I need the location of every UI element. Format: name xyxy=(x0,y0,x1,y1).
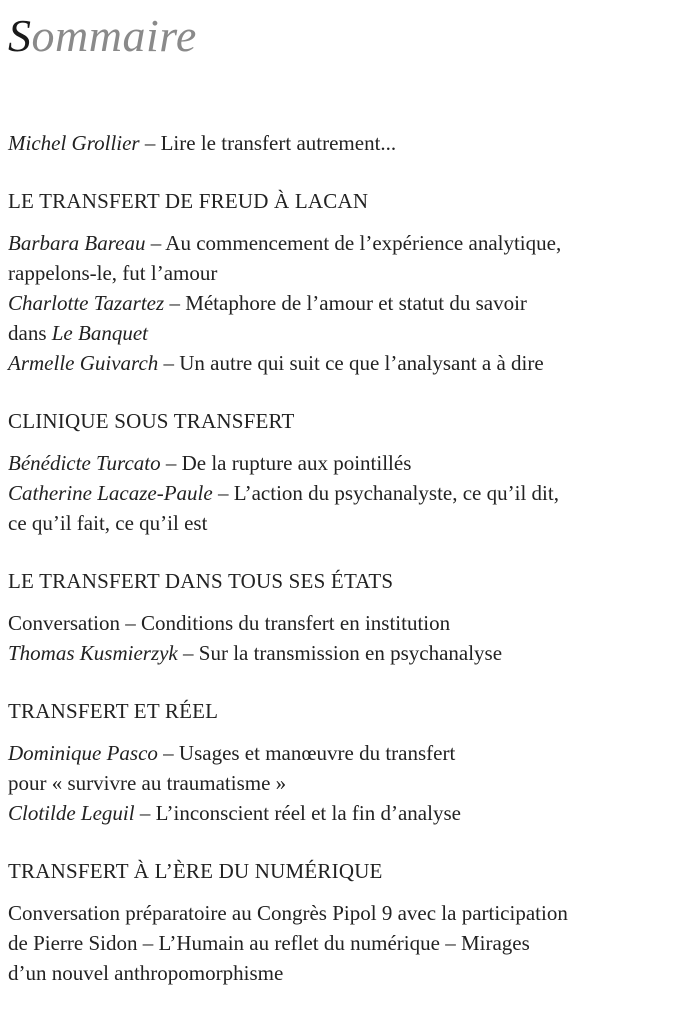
entry-author: Bénédicte Turcato xyxy=(8,451,161,475)
title-initial: S xyxy=(8,10,32,61)
toc-entry xyxy=(8,228,688,258)
section-heading: LE TRANSFERT DANS TOUS SES ÉTATS xyxy=(8,569,394,593)
section-heading: TRANSFERT ET RÉEL xyxy=(8,699,219,723)
toc-entry xyxy=(8,478,688,508)
spacer xyxy=(8,216,688,228)
toc-entry xyxy=(8,608,688,638)
intro-entry xyxy=(8,128,688,158)
section-heading: LE TRANSFERT DE FREUD À LACAN xyxy=(8,189,369,213)
entry-author: Michel Grollier xyxy=(8,131,140,155)
entry-author: Clotilde Leguil xyxy=(8,801,135,825)
toc-entry-continued xyxy=(8,508,688,538)
spacer xyxy=(8,436,688,448)
toc-entry xyxy=(8,638,688,668)
entry-author: Catherine Lacaze-Paule xyxy=(8,481,213,505)
entry-title: Conversation – Conditions du transfert en institution xyxy=(8,611,451,635)
entry-title-continued: dans xyxy=(8,321,52,345)
entry-title: – Un autre qui suit ce que l’analysant a à dire xyxy=(158,351,544,375)
table-of-contents xyxy=(8,128,688,988)
entry-title: – L’action du psychanalyste, ce qu’il dit, xyxy=(212,481,559,505)
toc-entry-continued xyxy=(8,318,688,348)
entry-author: Charlotte Tazartez xyxy=(8,291,165,315)
toc-entry xyxy=(8,448,688,478)
entry-title-continued: pour « survivre au traumatisme » xyxy=(8,771,287,795)
entry-title: – Au commencement de l’expérience analytique, xyxy=(145,231,562,255)
entry-title-continued: ce qu’il fait, ce qu’il est xyxy=(8,511,208,535)
entry-work-title: Le Banquet xyxy=(51,321,148,345)
spacer xyxy=(8,668,688,696)
spacer xyxy=(8,828,688,856)
entry-title: Conversation préparatoire au Congrès Pipol 9 avec la participation xyxy=(8,901,568,925)
page-title xyxy=(8,6,197,66)
entry-title-continued: rappelons-le, fut l’amour xyxy=(8,261,218,285)
toc-entry xyxy=(8,288,688,318)
toc-entry-continued xyxy=(8,928,688,958)
toc-entry xyxy=(8,348,688,378)
spacer xyxy=(8,596,688,608)
toc-entry-continued xyxy=(8,958,688,988)
entry-author: Armelle Guivarch xyxy=(8,351,159,375)
entry-title: – L’inconscient réel et la fin d’analyse xyxy=(134,801,461,825)
section-heading: TRANSFERT À L’ÈRE DU NUMÉRIQUE xyxy=(8,859,383,883)
title-rest: ommaire xyxy=(31,10,197,61)
section-heading: CLINIQUE SOUS TRANSFERT xyxy=(8,409,295,433)
toc-entry-continued xyxy=(8,258,688,288)
entry-title: – Sur la transmission en psychanalyse xyxy=(177,641,503,665)
entry-title: – De la rupture aux pointillés xyxy=(160,451,412,475)
entry-title: – Lire le transfert autrement... xyxy=(139,131,397,155)
spacer xyxy=(8,726,688,738)
entry-author: Dominique Pasco xyxy=(8,741,158,765)
entry-author: Barbara Bareau xyxy=(8,231,146,255)
entry-title-continued: d’un nouvel anthropomorphisme xyxy=(8,961,284,985)
spacer xyxy=(8,158,688,186)
spacer xyxy=(8,378,688,406)
toc-entry xyxy=(8,898,688,928)
entry-title: – Métaphore de l’amour et statut du savoir xyxy=(164,291,527,315)
toc-entry xyxy=(8,798,688,828)
entry-title: – Usages et manœuvre du transfert xyxy=(157,741,456,765)
spacer xyxy=(8,538,688,566)
entry-author: Thomas Kusmierzyk xyxy=(8,641,178,665)
toc-entry xyxy=(8,738,688,768)
toc-entry-continued xyxy=(8,768,688,798)
spacer xyxy=(8,886,688,898)
entry-title-continued: de Pierre Sidon – L’Humain au reflet du numérique – Mirages xyxy=(8,931,530,955)
